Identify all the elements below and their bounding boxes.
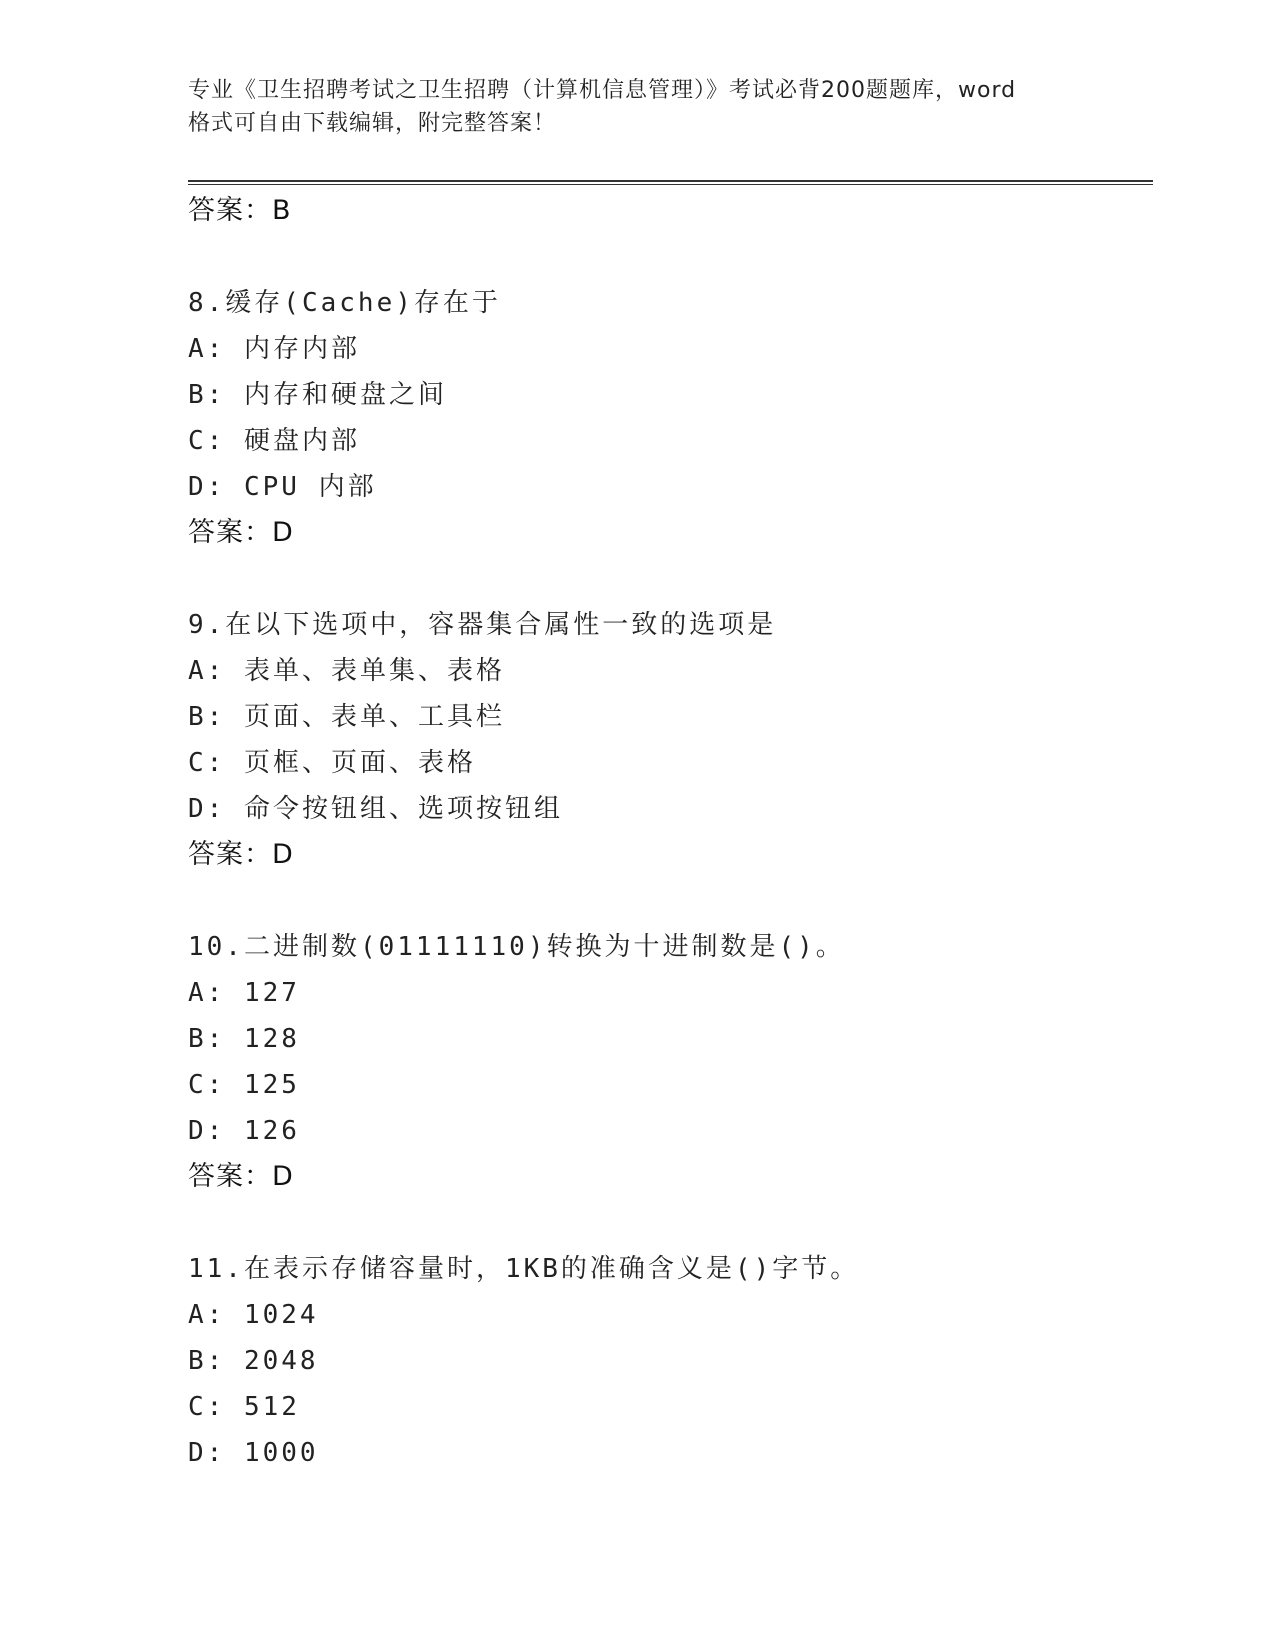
option-c: C: 硬盘内部 — [188, 426, 360, 456]
question-block — [188, 1246, 1148, 1476]
option-c: C: 页框、页面、表格 — [188, 748, 476, 778]
option-d: D: 1000 — [188, 1438, 319, 1468]
question-list — [188, 188, 1148, 1476]
option-b: B: 内存和硬盘之间 — [188, 380, 447, 410]
option-b: B: 2048 — [188, 1346, 319, 1376]
spacer — [188, 1200, 1148, 1246]
option-d: D: 命令按钮组、选项按钮组 — [188, 794, 563, 824]
answer: 答案：D — [188, 1161, 294, 1192]
question-stem: 10.二进制数(01111110)转换为十进制数是()。 — [188, 932, 845, 962]
option-a: A: 表单、表单集、表格 — [188, 656, 505, 686]
question-stem: 11.在表示存储容量时，1KB的准确含义是()字节。 — [188, 1254, 860, 1284]
option-b: B: 128 — [188, 1024, 300, 1054]
question-block — [188, 602, 1148, 878]
spacer — [188, 878, 1148, 924]
question-block — [188, 924, 1148, 1200]
question-stem: 9.在以下选项中，容器集合属性一致的选项是 — [188, 610, 777, 640]
spacer — [188, 556, 1148, 602]
document-header — [188, 74, 1108, 140]
option-a: A: 内存内部 — [188, 334, 360, 364]
option-d: D: CPU 内部 — [188, 472, 377, 502]
header-line-1: 专业《卫生招聘考试之卫生招聘（计算机信息管理）》考试必背200题题库，word — [188, 78, 1017, 103]
option-a: A: 1024 — [188, 1300, 319, 1330]
option-a: A: 127 — [188, 978, 300, 1008]
question-stem: 8.缓存(Cache)存在于 — [188, 288, 501, 318]
header-line-2: 格式可自由下载编辑，附完整答案！ — [188, 111, 557, 136]
previous-answer: 答案：B — [188, 195, 292, 226]
option-c: C: 125 — [188, 1070, 300, 1100]
option-b: B: 页面、表单、工具栏 — [188, 702, 505, 732]
spacer — [188, 234, 1148, 280]
answer: 答案：D — [188, 517, 294, 548]
option-d: D: 126 — [188, 1116, 300, 1146]
question-block — [188, 280, 1148, 556]
header-divider — [188, 180, 1153, 185]
answer: 答案：D — [188, 839, 294, 870]
option-c: C: 512 — [188, 1392, 300, 1422]
